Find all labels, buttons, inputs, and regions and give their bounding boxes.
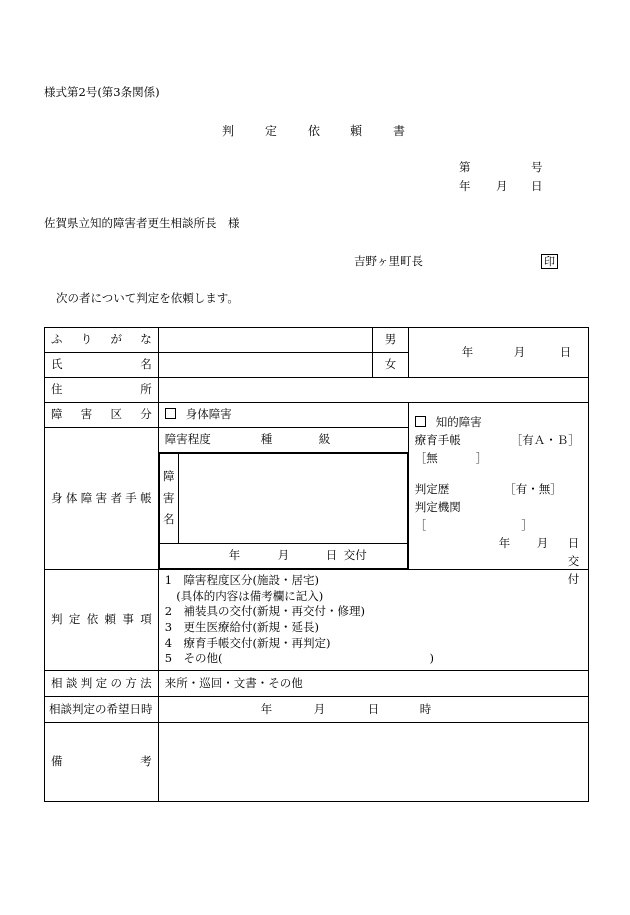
sex-female[interactable]: 女 [373, 353, 408, 378]
form-number: 様式第2号(第3条関係) [44, 85, 160, 99]
handbook-label: 身 体 障 害 者 手 帳 [45, 428, 159, 570]
request-item[interactable]: 3 更生医療給付(新規・延長) [164, 620, 320, 634]
row-remarks [45, 723, 589, 802]
grade-label: 級 [318, 432, 331, 446]
ryoiku-none-line: ［無 ］ [414, 450, 488, 465]
checkbox-icon[interactable] [165, 408, 176, 419]
title-char: 書 [393, 124, 406, 138]
row-furigana [45, 328, 589, 353]
furigana-input[interactable] [158, 328, 373, 353]
ryoiku-handbook-line: 療育手帳 ［有Ａ・Ｂ］ [414, 432, 580, 447]
furigana-label: ふ り が な [45, 328, 159, 353]
birth-date-field[interactable]: 年 月 日 [408, 328, 588, 378]
intellectual-disability-option[interactable]: 知的障害 [415, 414, 582, 432]
degree-type-grade[interactable] [158, 428, 408, 453]
name-label: 氏 名 [45, 353, 159, 378]
row-disability-class [45, 403, 589, 428]
row-desired-date [45, 697, 589, 723]
address-label: 住 所 [45, 378, 159, 403]
disability-name-input[interactable] [178, 454, 407, 544]
remarks-input[interactable] [158, 723, 588, 802]
name-input[interactable] [158, 353, 373, 378]
judgment-agency-field[interactable]: ［ ］ [414, 518, 533, 533]
row-method [45, 671, 589, 697]
sex-male[interactable]: 男 [373, 328, 408, 353]
date-day: 日 [531, 179, 543, 193]
number-suffix: 号 [531, 160, 543, 174]
title-char: 判 [222, 124, 235, 138]
date-month: 月 [496, 179, 508, 193]
desired-date-field[interactable]: 年 月 日 時 [158, 697, 588, 723]
seal-mark: 印 [541, 254, 558, 269]
request-item[interactable]: 5 その他( ) [164, 651, 435, 666]
row-address [45, 378, 589, 403]
intellectual-disability-cell [408, 403, 588, 586]
title-char: 頼 [350, 124, 363, 138]
request-item[interactable]: 4 療育手帳交付(新規・再判定) [164, 635, 331, 650]
request-form-table [44, 327, 589, 802]
physical-disability-option[interactable]: 身体障害 [158, 403, 408, 428]
request-item-note: (具体的内容は備考欄に記入) [164, 588, 324, 603]
disability-name-cell [158, 453, 408, 570]
method-options[interactable]: 来所・巡回・文書・その他 [158, 671, 588, 697]
remarks-label: 備 考 [45, 723, 159, 802]
addressee: 佐賀県立知的障害者更生相談所長 様 [44, 216, 240, 230]
ryoiku-issue-date[interactable]: 年 月 日交付 [498, 535, 580, 586]
intro-text: 次の者について判定を依頼します。 [56, 291, 239, 305]
title-char: 依 [308, 124, 321, 138]
request-item[interactable]: 1 障害程度区分(施設・居宅) [164, 573, 320, 588]
date-year: 年 [459, 179, 471, 193]
handbook-issue-date[interactable]: 年 月 日 交付 [159, 544, 407, 569]
address-input[interactable] [158, 378, 588, 403]
disability-name-label: 障 害 名 [159, 454, 178, 544]
type-label: 種 [260, 432, 273, 446]
judgment-agency-line: 判定機関 [414, 500, 461, 515]
row-request-items [45, 570, 589, 671]
sender: 吉野ヶ里町長 [354, 254, 423, 268]
request-items-label: 判 定 依 頼 事 項 [45, 570, 159, 671]
judgment-history-line: 判定歴 ［有・無］ [414, 482, 562, 497]
checkbox-icon[interactable] [415, 416, 426, 427]
desired-date-label: 相談判定の希望日時 [45, 697, 159, 723]
number-prefix: 第 [459, 160, 471, 174]
degree-label: 障害程度 [164, 432, 211, 446]
title-char: 定 [265, 124, 278, 138]
request-item[interactable]: 2 補装具の交付(新規・再交付・修理) [164, 604, 366, 619]
disability-class-label: 障 害 区 分 [45, 403, 159, 428]
method-label: 相 談 判 定 の 方 法 [45, 671, 159, 697]
request-items-list[interactable] [158, 570, 588, 671]
